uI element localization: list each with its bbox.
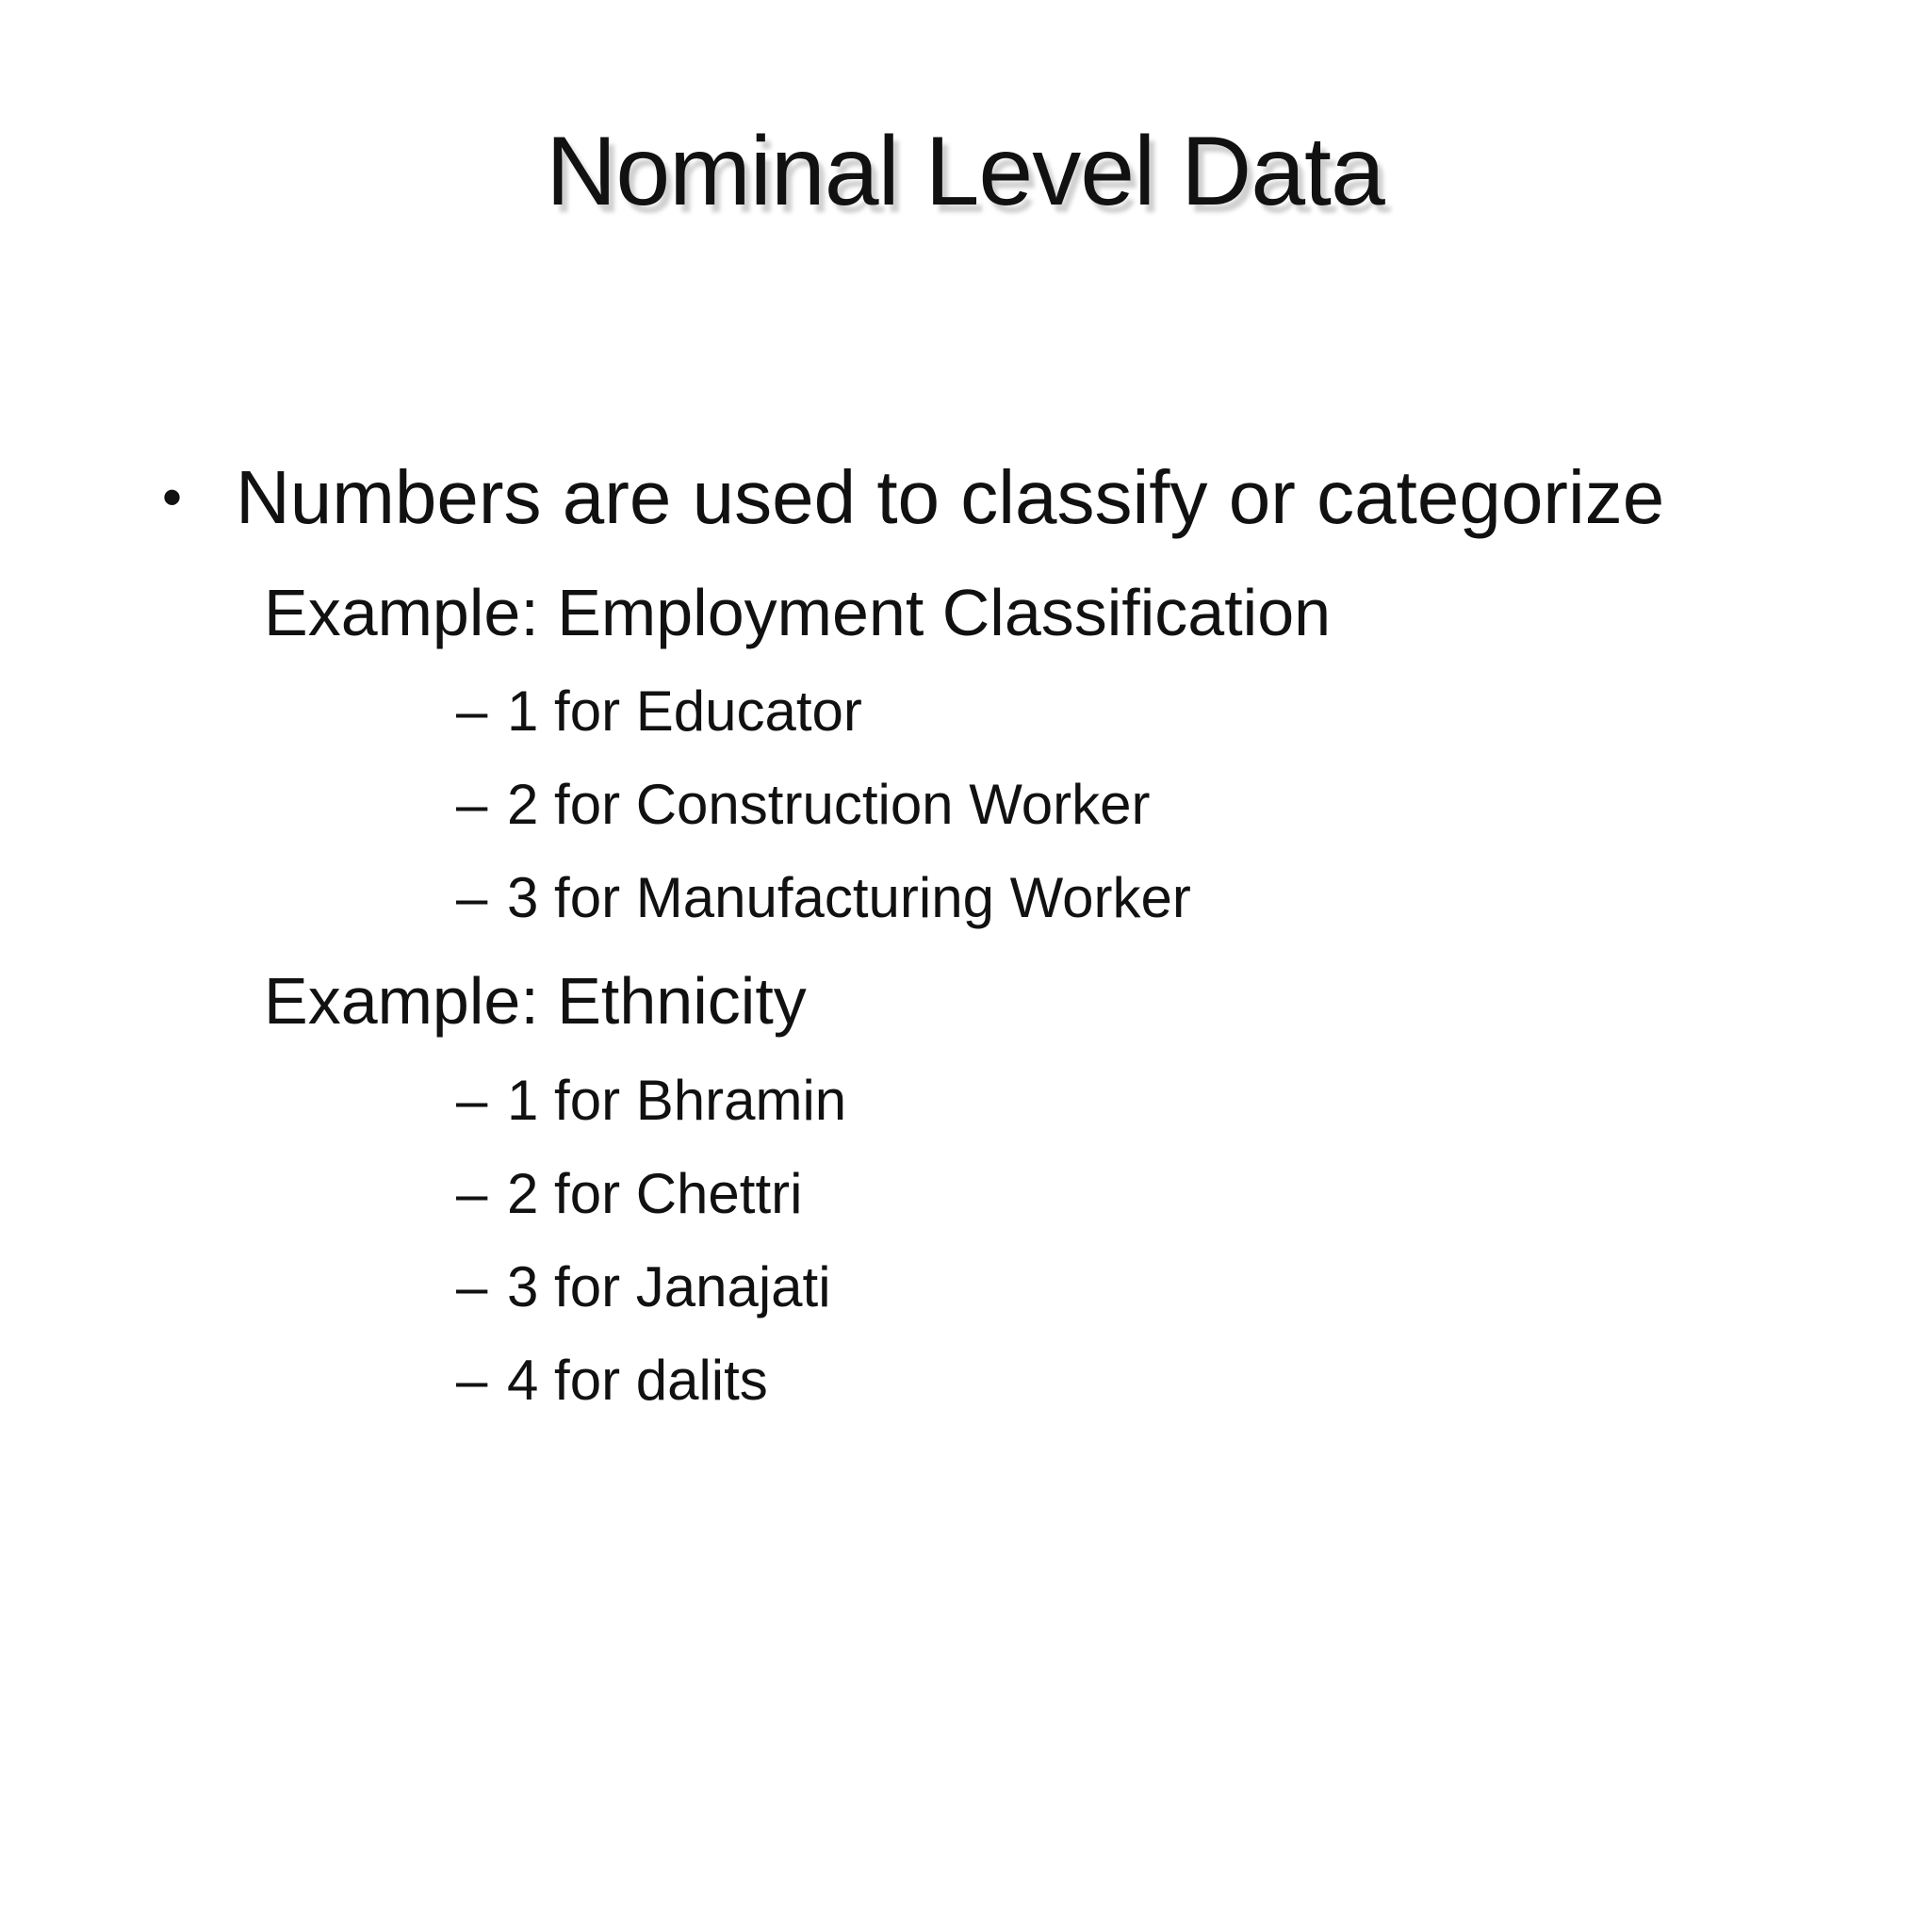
slide-title: Nominal Level Data bbox=[546, 117, 1384, 226]
main-bullet-text: Numbers are used to classify or categorize bbox=[236, 455, 1665, 539]
dash-icon: – bbox=[456, 1069, 488, 1132]
dash-icon: – bbox=[456, 866, 488, 929]
example-heading-employment: Example: Employment Classification bbox=[264, 576, 1332, 649]
bullet-icon: • bbox=[162, 466, 183, 529]
ethnicity-list bbox=[456, 1054, 846, 1427]
list-item: – 2 for Chettri bbox=[456, 1147, 846, 1240]
list-item: – 2 for Construction Worker bbox=[456, 758, 1191, 851]
dash-icon: – bbox=[456, 679, 488, 743]
dash-icon: – bbox=[456, 1349, 488, 1412]
list-item: – 1 for Bhramin bbox=[456, 1054, 846, 1147]
employment-list bbox=[456, 664, 1191, 944]
list-item: – 1 for Educator bbox=[456, 664, 1191, 758]
example-heading-ethnicity: Example: Ethnicity bbox=[264, 964, 807, 1038]
dash-icon: – bbox=[456, 1255, 488, 1318]
dash-icon: – bbox=[456, 1162, 488, 1225]
dash-icon: – bbox=[456, 773, 488, 836]
list-item: – 3 for Janajati bbox=[456, 1240, 846, 1334]
list-item: – 3 for Manufacturing Worker bbox=[456, 851, 1191, 944]
list-item: – 4 for dalits bbox=[456, 1334, 846, 1427]
main-bullet bbox=[162, 450, 1664, 545]
